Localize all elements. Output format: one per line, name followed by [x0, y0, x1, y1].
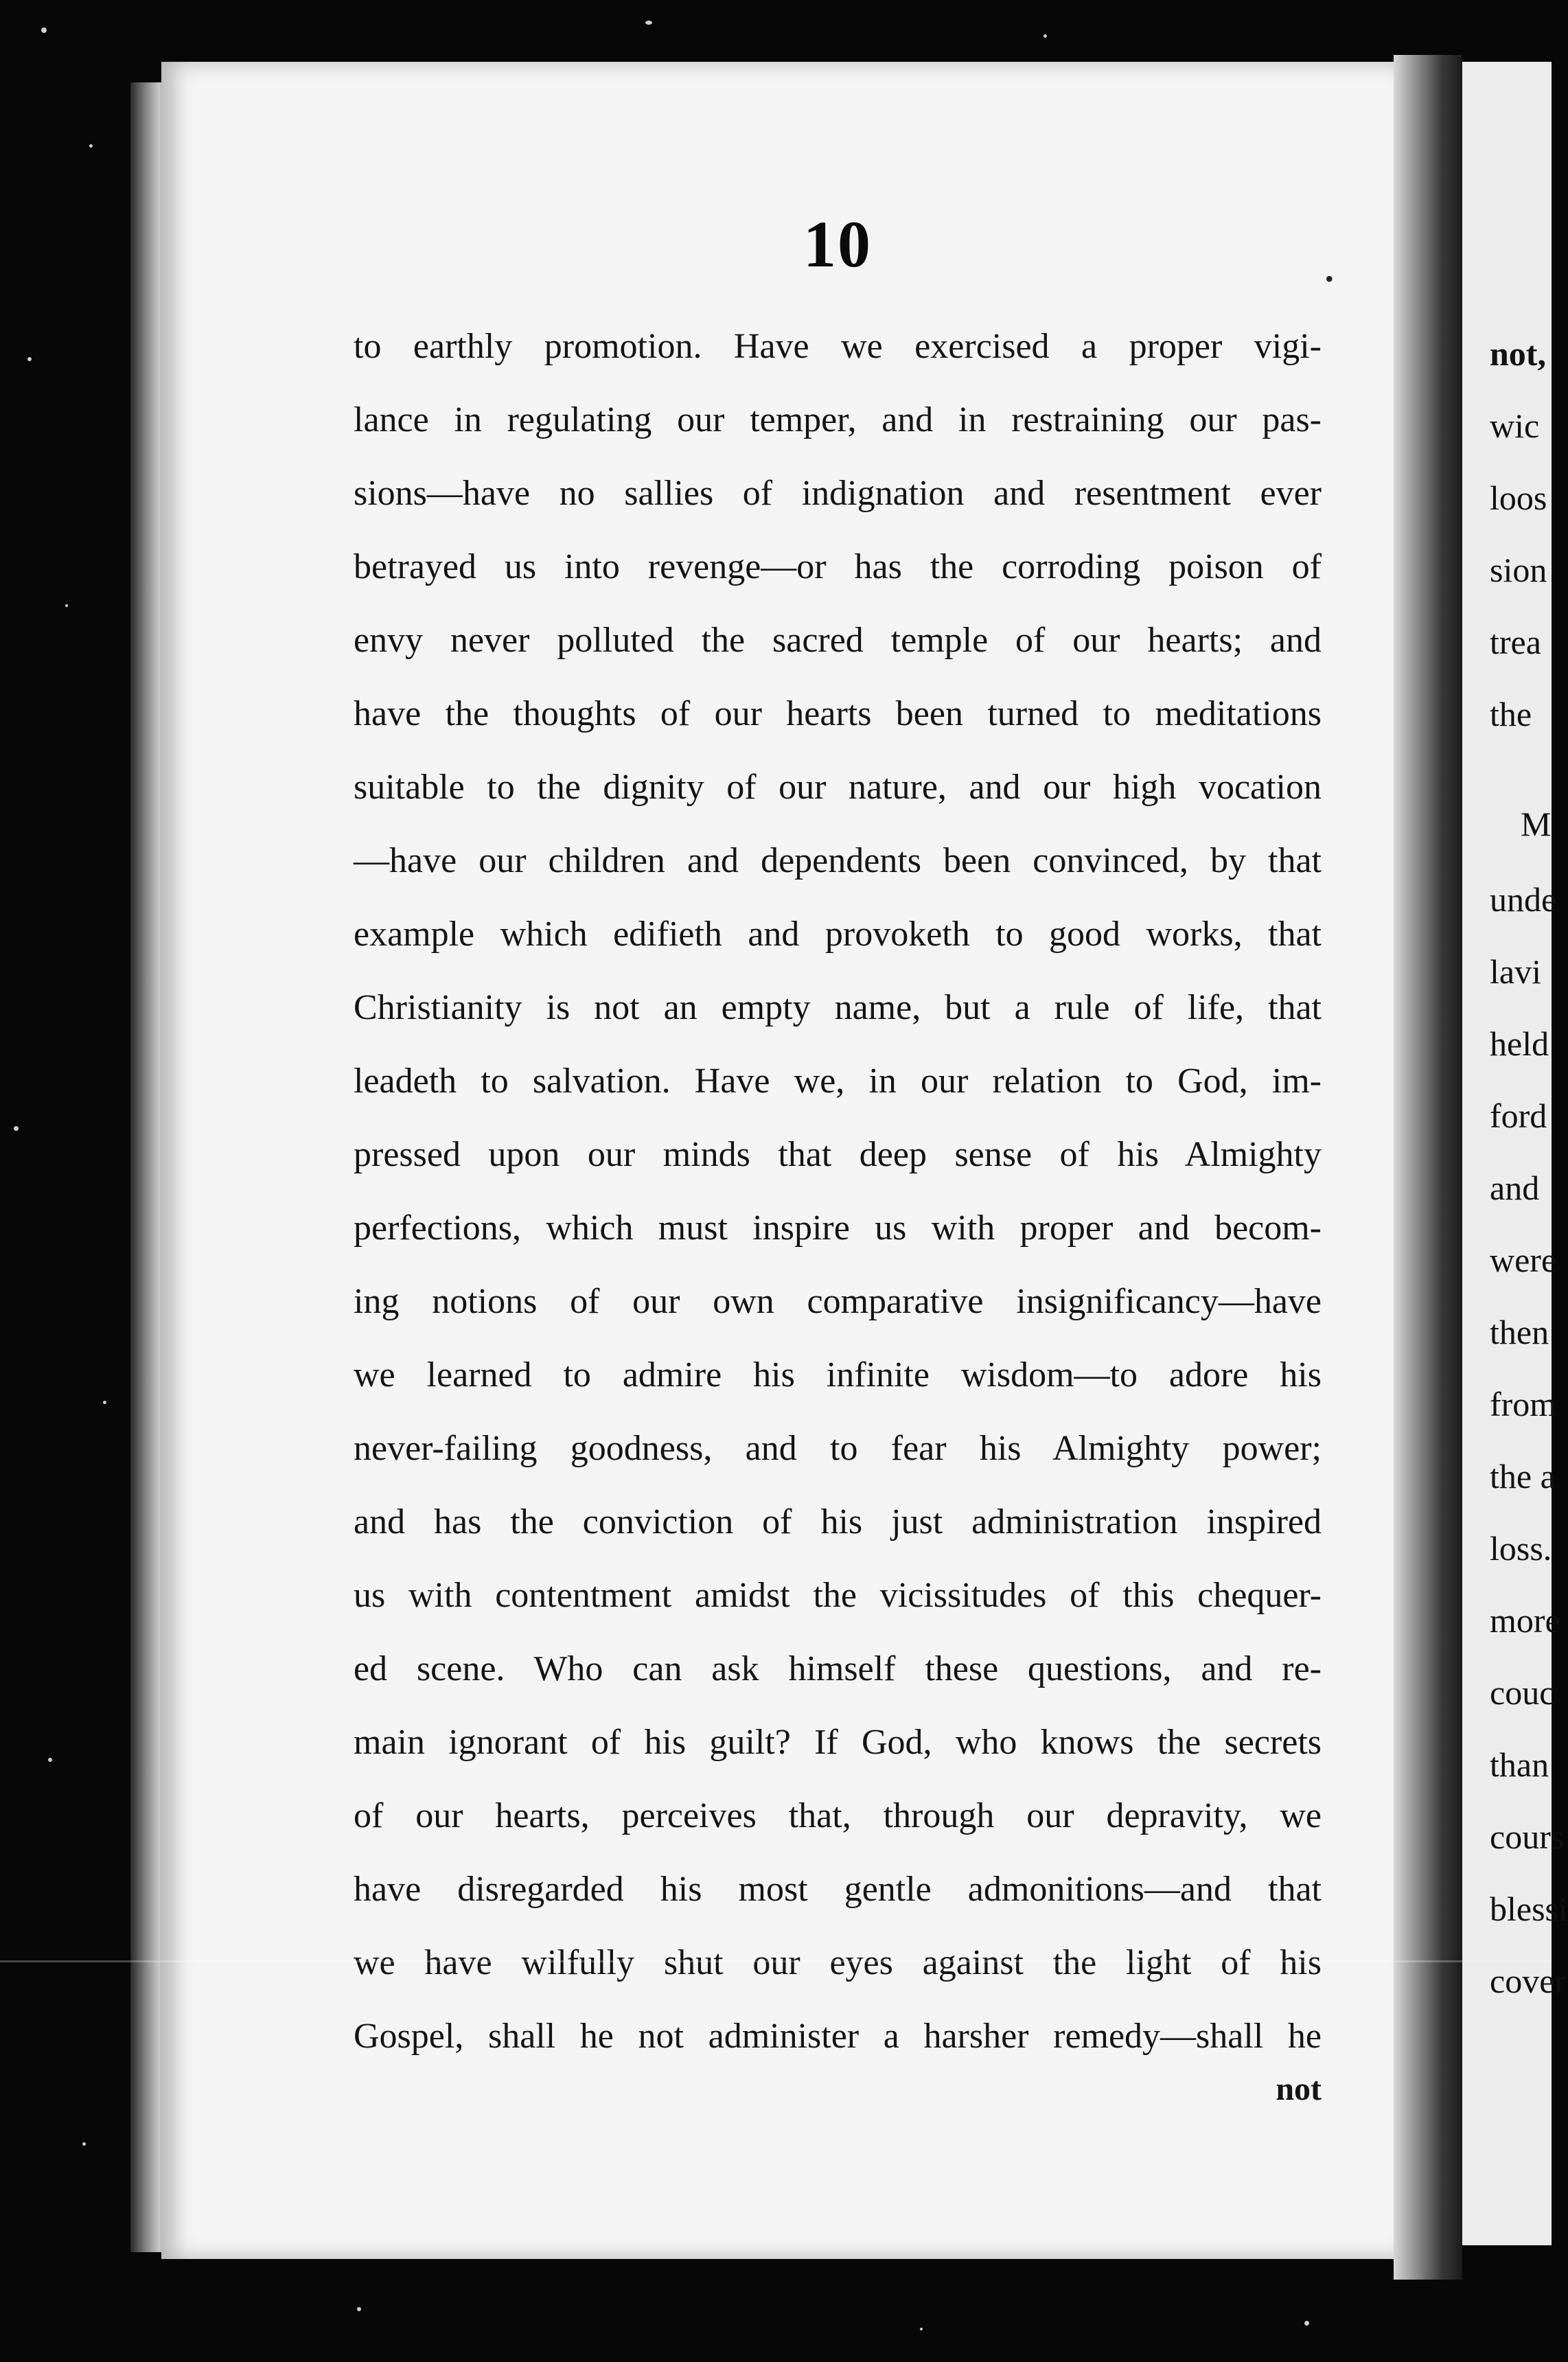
facing-line: M [1521, 805, 1552, 843]
text-line: to earthly promotion. Have we exercised a proper vigi- [354, 327, 1322, 366]
facing-line: unde [1490, 880, 1557, 919]
text-line: Gospel, shall he not administer a harsher remedy—shall he [354, 2017, 1322, 2056]
facing-line: loos [1490, 479, 1547, 517]
stray-mark: • [1325, 265, 1334, 293]
text-line: us with contentment amidst the vicissitudes of this chequer- [354, 1576, 1322, 1615]
catchword: not [1276, 2071, 1322, 2107]
facing-line: more [1490, 1601, 1560, 1640]
facing-line: couc [1490, 1673, 1555, 1712]
facing-line: the [1490, 695, 1532, 733]
facing-line: cover [1490, 1962, 1567, 2000]
facing-line: not, [1490, 334, 1546, 373]
text-line: of our hearts, perceives that, through our depravity, we [354, 1796, 1322, 1835]
text-line: ed scene. Who can ask himself these questions, and re- [354, 1649, 1322, 1688]
facing-line: loss. [1490, 1529, 1552, 1568]
facing-line: than [1490, 1745, 1549, 1784]
facing-line: cours [1490, 1818, 1565, 1856]
text-line: have the thoughts of our hearts been turned to meditations [354, 694, 1322, 733]
text-line: leadeth to salvation. Have we, in our relation to God, im- [354, 1062, 1322, 1101]
text-line: Christianity is not an empty name, but a rule of life, that [354, 988, 1322, 1027]
text-line: betrayed us into revenge—or has the corroding poison of [354, 547, 1322, 586]
text-line: we learned to admire his infinite wisdom—to adore his [354, 1355, 1322, 1395]
facing-line: wic [1490, 406, 1540, 445]
text-line: never-failing goodness, and to fear his Almighty power; [354, 1429, 1322, 1468]
page-number: 10 [803, 207, 872, 281]
facing-line: the a [1490, 1457, 1556, 1495]
facing-line: and [1490, 1169, 1540, 1207]
facing-line: lavi [1490, 952, 1541, 991]
facing-line: trea [1490, 623, 1541, 661]
facing-page-fragment [1462, 62, 1568, 2245]
text-line: perfections, which must inspire us with proper and becom- [354, 1208, 1322, 1248]
facing-line: blessi [1490, 1890, 1568, 1928]
text-line: main ignorant of his guilt? If God, who knows the secrets [354, 1723, 1322, 1762]
facing-line: from [1490, 1385, 1557, 1423]
facing-line: held [1490, 1024, 1549, 1063]
facing-line: then [1490, 1313, 1549, 1351]
text-line: and has the conviction of his just administration inspired [354, 1502, 1322, 1541]
text-line: ing notions of our own comparative insignificancy—have [354, 1282, 1322, 1321]
text-line: —have our children and dependents been convinced, by that [354, 841, 1322, 880]
text-line: example which edifieth and provoketh to good works, that [354, 915, 1322, 954]
text-line: we have wilfully shut our eyes against the light of his [354, 1943, 1322, 1982]
text-line: pressed upon our minds that deep sense of his Almighty [354, 1135, 1322, 1174]
film-scratch [0, 1960, 1552, 1962]
text-line: envy never polluted the sacred temple of our hearts; and [354, 621, 1322, 660]
text-line: suitable to the dignity of our nature, and our high vocation [354, 768, 1322, 807]
text-line: have disregarded his most gentle admonitions—and that [354, 1870, 1322, 1909]
facing-line: were [1490, 1241, 1557, 1279]
page-gutter-shadow [1394, 55, 1462, 2280]
facing-line: ford [1490, 1097, 1547, 1135]
text-line: sions—have no sallies of indignation and resentment ever [354, 474, 1322, 513]
facing-line: sion [1490, 551, 1547, 589]
text-line: lance in regulating our temper, and in restraining our pas- [354, 400, 1322, 439]
